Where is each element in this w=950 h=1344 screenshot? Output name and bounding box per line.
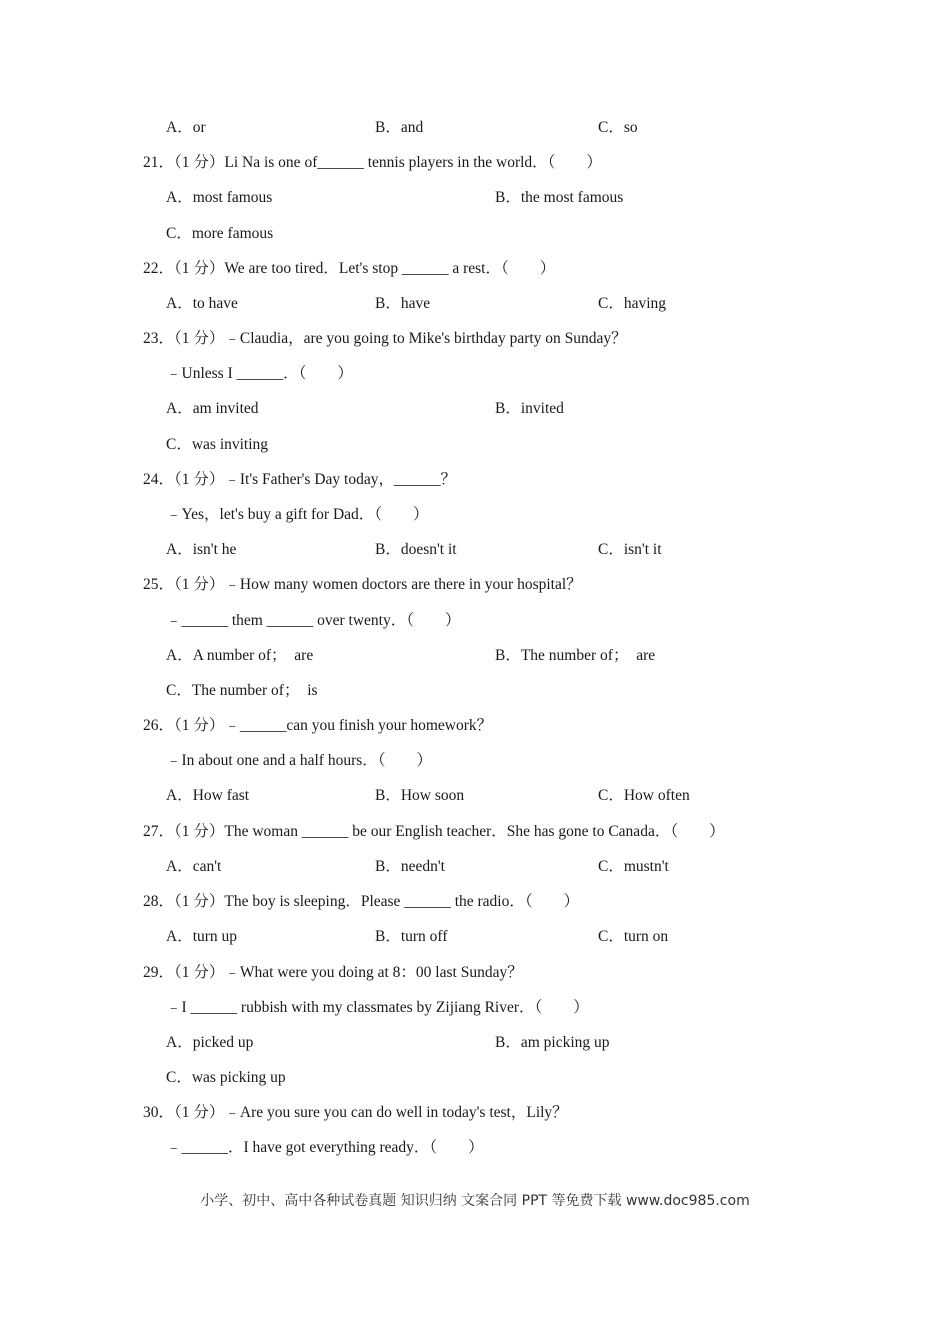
question-26-response: ﹣In about one and a half hours．（ ） [166, 752, 433, 769]
option-a: A．or [166, 119, 206, 136]
option-a: A．to have [166, 295, 238, 312]
option-a: A．am invited [166, 400, 259, 417]
question-25: 25．（1 分）﹣How many women doctors are there in your hospital？ [143, 576, 582, 593]
question-24-response: ﹣Yes，let's buy a gift for Dad．（ ） [166, 506, 429, 523]
option-b: B．The number of； are [495, 647, 656, 664]
option-c: C．How often [598, 787, 690, 804]
question-25-response: ﹣______ them ______ over twenty．（ ） [166, 612, 461, 629]
option-b: B．have [375, 295, 431, 312]
question-23: 23．（1 分）﹣Claudia，are you going to Mike's birthday party on Sunday？ [143, 330, 627, 347]
option-b: B．am picking up [495, 1034, 610, 1051]
option-a: A．isn't he [166, 541, 237, 558]
question-30: 30．（1 分）﹣Are you sure you can do well in today's test，Lily？ [143, 1104, 568, 1121]
option-a: A．can't [166, 858, 222, 875]
option-c: C．more famous [166, 225, 274, 242]
page-footer: 小学、初中、高中各种试卷真题 知识归纳 文案合同 PPT 等免费下载 www.doc985.com [200, 1193, 750, 1209]
option-a: A．most famous [166, 189, 273, 206]
option-a: A．picked up [166, 1034, 254, 1051]
option-c: C．was picking up [166, 1069, 286, 1086]
option-b: B．and [375, 119, 424, 136]
question-27: 27．（1 分）The woman ______ be our English teacher．She has gone to Canada．（ ） [143, 823, 725, 840]
question-30-response: ﹣______．I have got everything ready．（ ） [166, 1139, 484, 1156]
option-a: A．turn up [166, 928, 238, 945]
option-c: C．The number of； is [166, 682, 318, 699]
option-b: B．the most famous [495, 189, 624, 206]
question-28: 28．（1 分）The boy is sleeping．Please ______ the radio．（ ） [143, 893, 580, 910]
option-c: C．turn on [598, 928, 669, 945]
option-c: C．isn't it [598, 541, 662, 558]
option-c: C．mustn't [598, 858, 669, 875]
question-29-response: ﹣I ______ rubbish with my classmates by Zijiang River．（ ） [166, 999, 589, 1016]
question-24: 24．（1 分）﹣It's Father's Day today，______？ [143, 471, 456, 488]
question-29: 29．（1 分）﹣What were you doing at 8：00 last Sunday？ [143, 964, 523, 981]
question-21: 21．（1 分）Li Na is one of______ tennis players in the world．（ ） [143, 154, 602, 171]
option-c: C．having [598, 295, 667, 312]
question-22: 22．（1 分）We are too tired．Let's stop ______ a rest．（ ） [143, 260, 556, 277]
option-a: A．A number of； are [166, 647, 314, 664]
option-c: C．so [598, 119, 638, 136]
option-c: C．was inviting [166, 436, 269, 453]
question-26: 26．（1 分）﹣______can you finish your homework？ [143, 717, 493, 734]
question-23-response: ﹣Unless I ______．（ ） [166, 365, 353, 382]
option-b: B．How soon [375, 787, 465, 804]
option-b: B．doesn't it [375, 541, 457, 558]
option-b: B．needn't [375, 858, 445, 875]
option-a: A．How fast [166, 787, 250, 804]
option-b: B．turn off [375, 928, 448, 945]
option-b: B．invited [495, 400, 564, 417]
